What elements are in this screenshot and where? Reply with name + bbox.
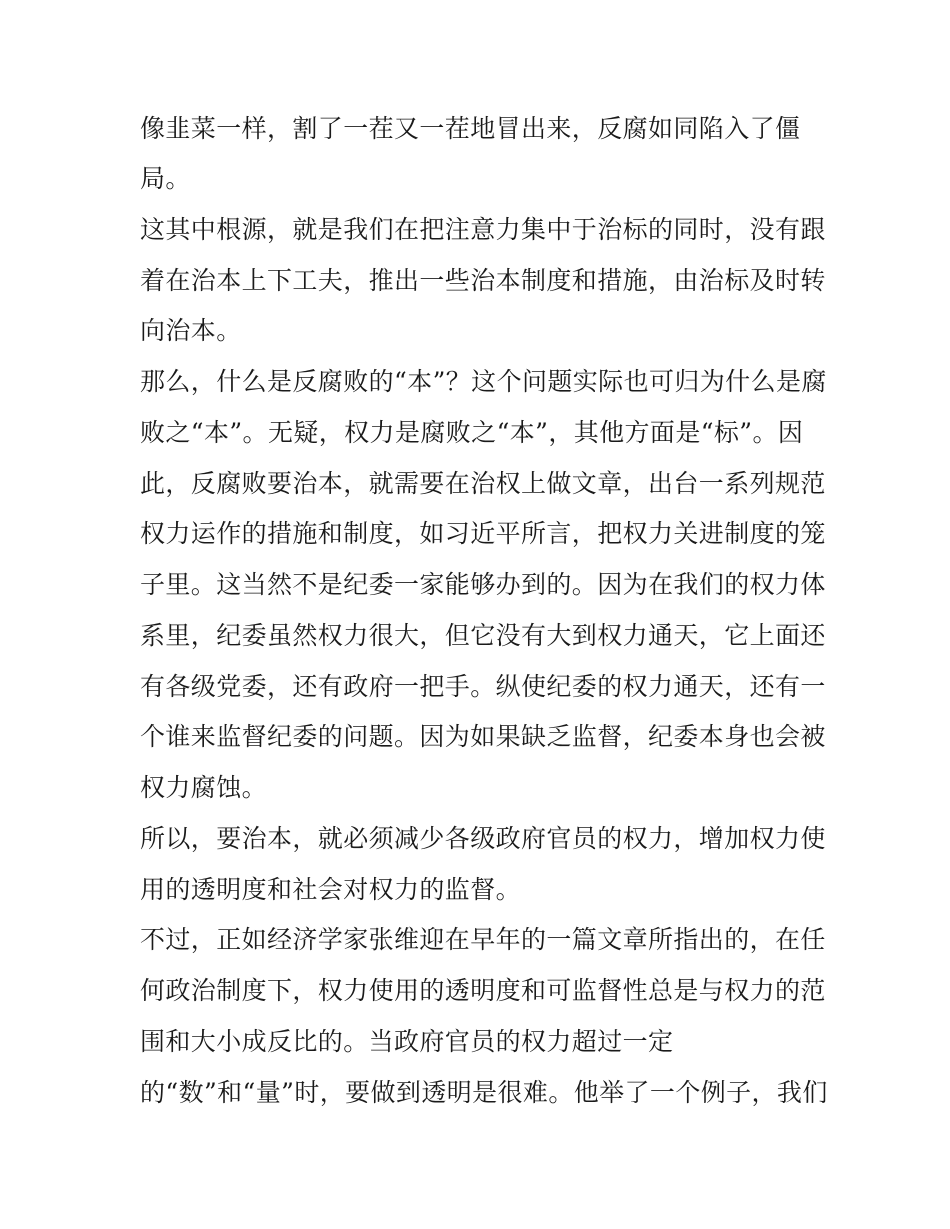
text-line: 不过，正如经济学家张维迎在早年的一篇文章所指出的，在任 — [140, 925, 826, 954]
text-line: 此，反腐败要治本，就需要在治权上做文章，出台一系列规范 — [140, 469, 826, 498]
text-line: 局。 — [140, 164, 191, 193]
text-line: 向治本。 — [140, 316, 242, 345]
text-line: 像韭菜一样，割了一茬又一茬地冒出来，反腐如同陷入了僵 — [140, 114, 801, 143]
text-line: 系里，纪委虽然权力很大，但它没有大到权力通天，它上面还 — [140, 621, 826, 650]
text-line: 所以，要治本，就必须减少各级政府官员的权力，增加权力使 — [140, 824, 826, 853]
text-line: 着在治本上下工夫，推出一些治本制度和措施，由治标及时转 — [140, 266, 826, 295]
text-line: 的“数”和“量”时，要做到透明是很难。他举了一个例子，我们 — [140, 1078, 828, 1107]
text-line: 权力腐蚀。 — [140, 773, 268, 802]
text-line: 权力运作的措施和制度，如习近平所言，把权力关进制度的笼 — [140, 519, 826, 548]
text-line: 有各级党委，还有政府一把手。纵使纪委的权力通天，还有一 — [140, 672, 826, 701]
text-line: 败之“本”。无疑，权力是腐败之“本”，其他方面是“标”。因 — [140, 418, 804, 447]
text-line: 个谁来监督纪委的问题。因为如果缺乏监督，纪委本身也会被 — [140, 722, 826, 751]
text-line: 何政治制度下，权力使用的透明度和可监督性总是与权力的范 — [140, 976, 826, 1005]
text-line: 子里。这当然不是纪委一家能够办到的。因为在我们的权力体 — [140, 570, 826, 599]
text-line: 这其中根源，就是我们在把注意力集中于治标的同时，没有跟 — [140, 215, 826, 244]
text-line: 围和大小成反比的。当政府官员的权力超过一定 — [140, 1027, 674, 1056]
text-line: 用的透明度和社会对权力的监督。 — [140, 875, 522, 904]
text-line: 那么，什么是反腐败的“本”？这个问题实际也可归为什么是腐 — [140, 367, 827, 396]
